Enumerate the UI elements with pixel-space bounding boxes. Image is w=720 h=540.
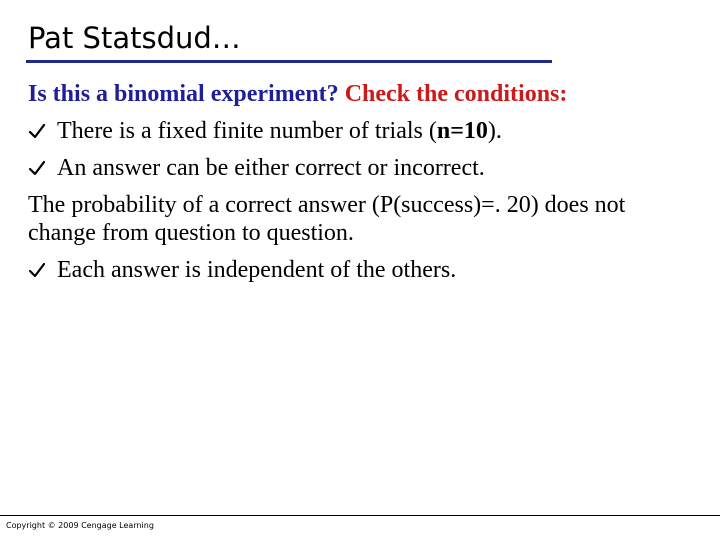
slide-body [28, 80, 698, 293]
condition-independence-text: Each answer is independent of the others. [57, 257, 457, 283]
condition-fixed-trials [28, 117, 698, 145]
condition-constant-probability: The probability of a correct answer (P(success)=. 20) does not change from question to question. [28, 192, 626, 246]
checkmark-icon [28, 159, 46, 177]
question-text: Is this a binomial experiment? [28, 81, 345, 107]
title-underline [26, 60, 552, 63]
condition-independence [28, 256, 698, 284]
slide-title: Pat Statsdud… [28, 21, 241, 55]
condition-fixed-trials-end: ). [487, 118, 502, 144]
check-conditions-text: Check the conditions: [344, 81, 568, 107]
footer-divider [0, 515, 720, 516]
checkmark-icon [28, 261, 46, 279]
trials-count: n=10 [436, 118, 488, 144]
condition-fixed-trials-text: There is a fixed finite number of trials ( [57, 118, 437, 144]
condition-two-outcomes-text: An answer can be either correct or incorrect. [57, 155, 485, 181]
condition-two-outcomes [28, 154, 698, 182]
question-line [28, 80, 698, 108]
copyright-footer: Copyright © 2009 Cengage Learning [6, 521, 154, 530]
checkmark-icon [28, 122, 46, 140]
